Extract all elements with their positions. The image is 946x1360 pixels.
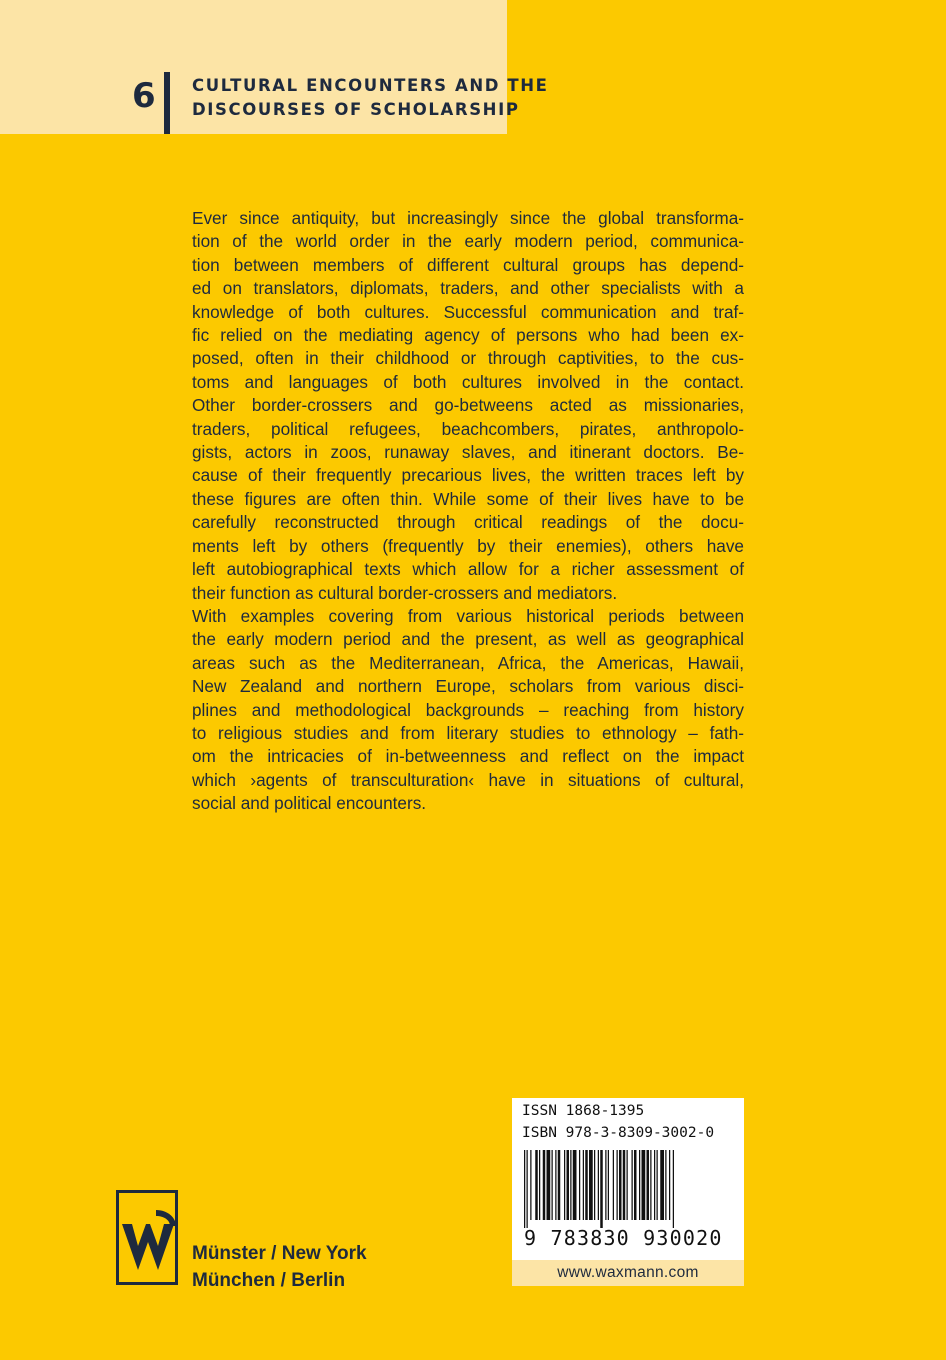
barcode-bar bbox=[608, 1150, 609, 1220]
blurb-text bbox=[192, 207, 744, 816]
blurb-line: toms and languages of both cultures involved in the contact. bbox=[192, 371, 744, 392]
barcode-bar bbox=[617, 1150, 618, 1220]
series-title-line: CULTURAL ENCOUNTERS AND THE bbox=[192, 76, 549, 95]
series-number: 6 bbox=[132, 76, 156, 116]
barcode-bar bbox=[524, 1150, 525, 1228]
barcode-bar bbox=[632, 1150, 633, 1220]
barcode-bar bbox=[669, 1150, 670, 1220]
waxmann-logo-icon bbox=[116, 1190, 180, 1286]
barcode-bar bbox=[527, 1150, 528, 1228]
series-title-line: DISCOURSES OF SCHOLARSHIP bbox=[192, 100, 520, 119]
barcode-icon bbox=[524, 1150, 730, 1228]
barcode-bar bbox=[579, 1150, 580, 1220]
barcode-bar bbox=[605, 1150, 606, 1220]
barcode-bar bbox=[647, 1150, 650, 1220]
city-line: München / Berlin bbox=[192, 1270, 346, 1291]
barcode-bar bbox=[598, 1150, 599, 1220]
blurb-line: ments left by others (frequently by their enemies), others have bbox=[192, 535, 744, 556]
series-title bbox=[192, 74, 549, 122]
barcode-bar bbox=[543, 1150, 546, 1220]
blurb-line: Other border-crossers and go-betweens acted as missionaries, bbox=[192, 395, 744, 416]
blurb-line: tion of the world order in the early modern period, communica- bbox=[192, 231, 744, 252]
publisher-cities bbox=[192, 1240, 367, 1294]
blurb-line: areas such as the Mediterranean, Africa, the Americas, Hawaii, bbox=[192, 652, 744, 673]
barcode-bar bbox=[665, 1150, 666, 1220]
blurb-line: carefully reconstructed through critical readings of the docu- bbox=[192, 512, 744, 533]
barcode-bar bbox=[555, 1150, 556, 1220]
blurb-line: which ›agents of transculturation‹ have in situations of cultural, bbox=[192, 769, 744, 790]
barcode-bar bbox=[583, 1150, 584, 1220]
barcode-bar bbox=[567, 1150, 570, 1220]
blurb-line: fic relied on the mediating agency of persons who had been ex- bbox=[192, 325, 744, 346]
barcode-bar bbox=[585, 1150, 588, 1220]
blurb-line: posed, often in their childhood or through captivities, to the cus- bbox=[192, 348, 744, 369]
barcode-bar bbox=[639, 1150, 640, 1220]
blurb-line: New Zealand and northern Europe, scholars from various disci- bbox=[192, 676, 744, 697]
barcode-bar bbox=[623, 1150, 626, 1220]
blurb-line: left autobiographical texts which allow for a richer assessment of bbox=[192, 559, 744, 580]
barcode-bar bbox=[573, 1150, 577, 1220]
blurb-line: With examples covering from various historical periods between bbox=[192, 605, 744, 626]
barcode-bar bbox=[673, 1150, 674, 1228]
barcode-bar bbox=[634, 1150, 637, 1220]
barcode-bar bbox=[600, 1150, 603, 1228]
barcode-bar bbox=[558, 1150, 561, 1220]
series-divider-bar bbox=[164, 72, 170, 134]
blurb-line: these figures are often thin. While some of their lives have to be bbox=[192, 488, 744, 509]
barcode-bar bbox=[654, 1150, 655, 1220]
blurb-paragraph-1 bbox=[192, 207, 744, 605]
barcode-bar bbox=[564, 1150, 565, 1220]
barcode-bar bbox=[570, 1150, 571, 1220]
blurb-line: gists, actors in zoos, runaway slaves, and itinerant doctors. Be- bbox=[192, 442, 744, 463]
barcode-bar bbox=[530, 1150, 531, 1220]
barcode-bar bbox=[594, 1150, 595, 1220]
barcode-bar bbox=[619, 1150, 622, 1220]
blurb-line: traders, political refugees, beachcombers, pirates, anthropolo- bbox=[192, 418, 744, 439]
barcode-bar bbox=[627, 1150, 628, 1220]
blurb-line: om the intricacies of in-betweenness and reflect on the impact bbox=[192, 746, 744, 767]
isbn-label: ISBN 978-3-8309-3002-0 bbox=[522, 1125, 715, 1141]
blurb-line: knowledge of both cultures. Successful communication and traf- bbox=[192, 301, 744, 322]
barcode-bar bbox=[660, 1150, 664, 1220]
barcode-bar bbox=[650, 1150, 651, 1220]
city-line: Münster / New York bbox=[192, 1243, 367, 1264]
barcode-digits: 9 783830 930020 bbox=[524, 1226, 723, 1250]
barcode-bar bbox=[589, 1150, 593, 1220]
issn-label: ISSN 1868-1395 bbox=[522, 1103, 645, 1119]
blurb-line: social and political encounters. bbox=[192, 793, 427, 814]
blurb-line: to religious studies and from literary studies to ethnology – fath- bbox=[192, 722, 744, 743]
barcode-bar bbox=[535, 1150, 538, 1220]
barcode-bar bbox=[613, 1150, 614, 1220]
blurb-line: Ever since antiquity, but increasingly since the global transforma- bbox=[192, 208, 744, 228]
barcode-bar bbox=[552, 1150, 553, 1220]
blurb-line: ed on translators, diplomats, traders, and other specialists with a bbox=[192, 278, 744, 299]
blurb-line: tion between members of different cultural groups has depend- bbox=[192, 254, 744, 275]
publisher-url: www.waxmann.com bbox=[512, 1260, 744, 1286]
blurb-line: the early modern period and the present, as well as geographical bbox=[192, 629, 744, 650]
barcode-bar bbox=[642, 1150, 646, 1220]
barcode-box bbox=[512, 1098, 744, 1286]
blurb-line: plines and methodological backgrounds – reaching from history bbox=[192, 699, 744, 720]
blurb-line: their function as cultural border-crossers and mediators. bbox=[192, 582, 618, 603]
blurb-line: cause of their frequently precarious lives, the written traces left by bbox=[192, 465, 744, 486]
barcode-bar bbox=[657, 1150, 658, 1220]
barcode-bar bbox=[547, 1150, 551, 1220]
barcode-bar bbox=[539, 1150, 540, 1220]
blurb-paragraph-2 bbox=[192, 605, 744, 816]
